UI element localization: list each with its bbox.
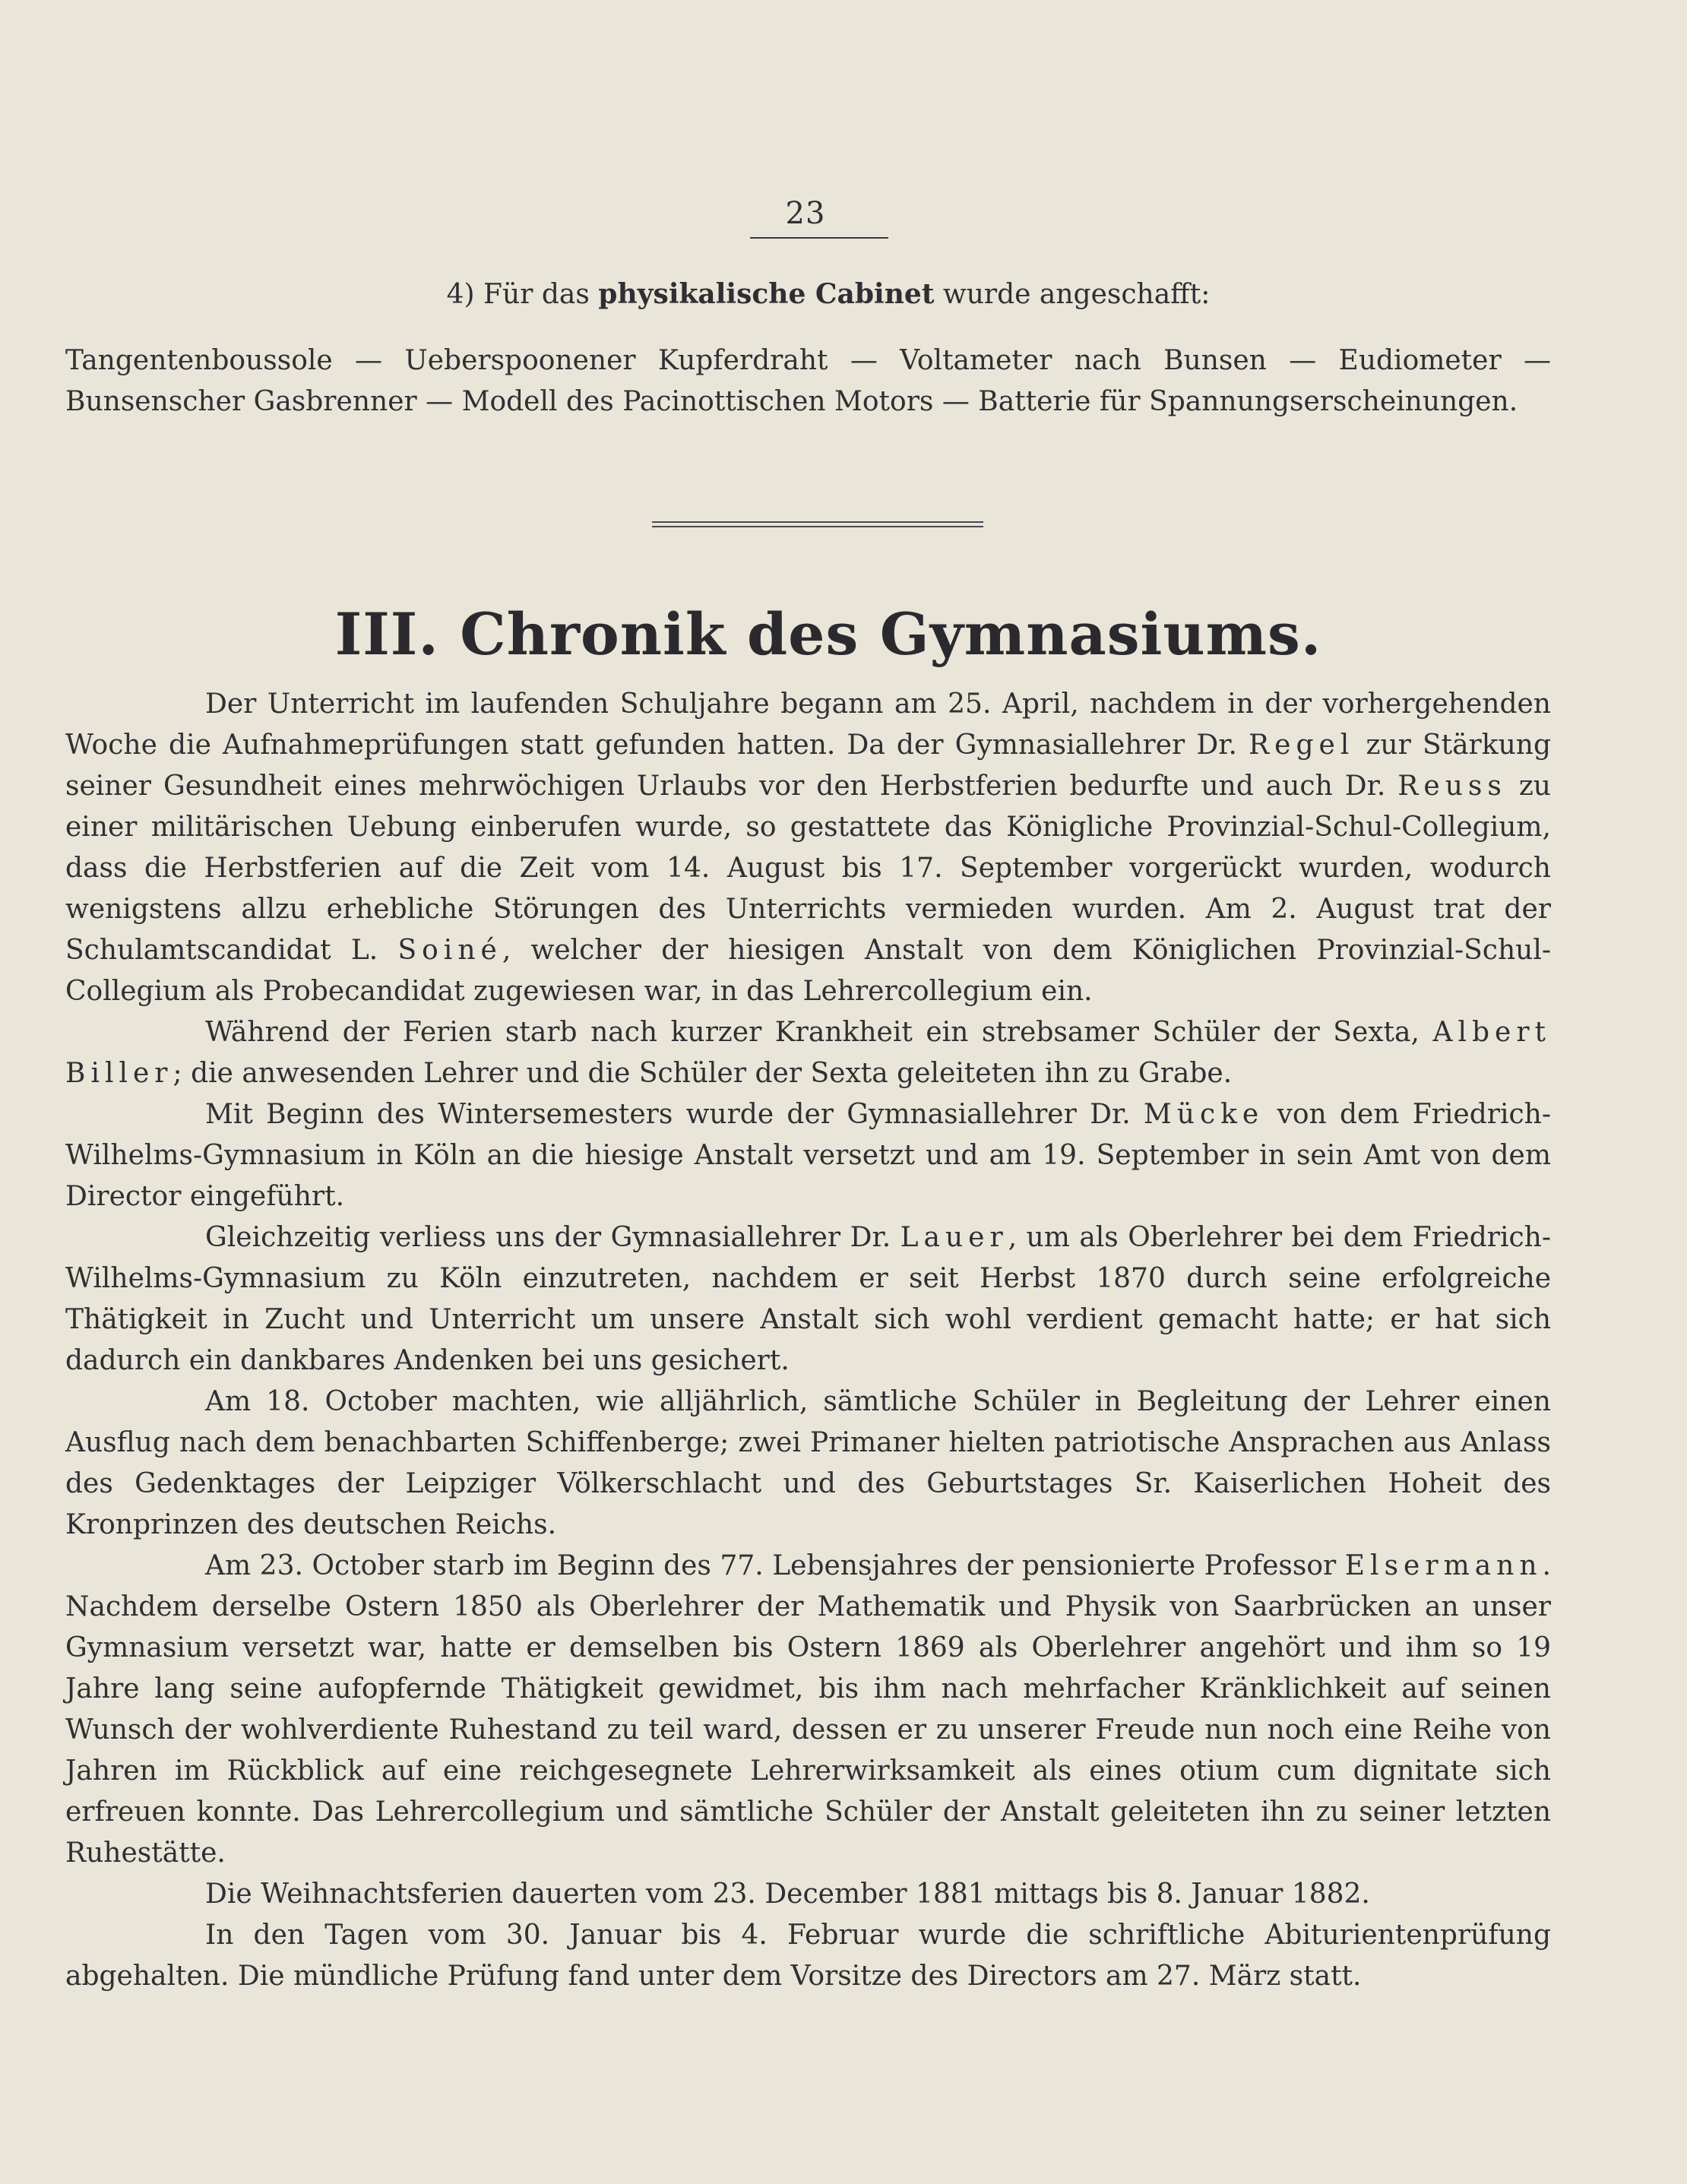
item-4-suffix: wurde angeschafft: [934, 279, 1211, 310]
item-4-heading [0, 278, 1657, 310]
paragraph-3-text-b: von dem Friedrich-Wilhelms-Gymnasium in Köln an die hiesige Anstalt versetzt und am 19. September in sein Amt von dem Director eingeführt. [65, 1099, 1551, 1212]
item-4-prefix: 4) Für das [446, 279, 599, 310]
paragraph-1-text-a: Der Unterricht im laufenden Schuljahre begann am 25. April, nachdem in der vorhergehenden Woche die Aufnahmeprüfungen statt gefunden hatten. Da der Gymnasiallehrer Dr. [65, 688, 1551, 761]
name-reuss: Reuss [1397, 771, 1507, 802]
paragraph-4-text-b: , um als Oberlehrer bei dem Friedrich-Wilhelms-Gymnasium zu Köln einzutreten, nachdem er seit Herbst 1870 durch seine erfolgreiche Thätigkeit in Zucht und Unterricht um unsere Anstalt sich wohl verdient gemacht hatte; er hat sich dadurch ein dankbares Andenken bei uns gesichert. [65, 1222, 1551, 1376]
paragraph-3 [65, 1094, 1551, 1217]
paragraph-7: Die Weihnachtsferien dauerten vom 23. December 1881 mittags bis 8. Januar 1882. [205, 1879, 1370, 1910]
section-divider [652, 521, 983, 527]
paragraph-4 [65, 1217, 1551, 1382]
chronicle-body [65, 684, 1551, 1997]
paragraph-8: In den Tagen vom 30. Januar bis 4. Februar wurde die schriftliche Abiturientenprüfung abgehalten. Die mündliche Prüfung fand unter dem Vorsitze des Directors am 27. März statt. [65, 1920, 1551, 1992]
section-title: III. Chronik des Gymnasiums. [334, 600, 1322, 668]
page-number: 23 [785, 196, 826, 231]
name-regel: Regel [1249, 730, 1355, 761]
paragraph-6-text-b: . Nachdem derselbe Ostern 1850 als Oberlehrer der Mathematik und Physik von Saarbrücken an unser Gymnasium versetzt war, hatte er demselben bis Ostern 1869 als Oberlehrer angehört und ihm so 19 Jahre lang seine aufopfernde Thätigkeit gewidmet, bis ihm nach mehrfacher Kränklichkeit auf seinen Wunsch der wohlverdiente Ruhestand zu teil ward, dessen er zu unserer Freude nun noch eine Reihe von Jahren im Rückblick auf eine reichgesegnete Lehrerwirksamkeit als eines otium cum dignitate sich erfreuen konnte. Das Lehrercollegium und sämtliche Schüler der Anstalt geleiteten ihn zu seiner letzten Ruhestätte. [65, 1550, 1551, 1869]
paragraph-2-text-a: Während der Ferien starb nach kurzer Krankheit ein strebsamer Schüler der Sexta, [205, 1017, 1433, 1048]
paragraph-4-text-a: Gleichzeitig verliess uns der Gymnasiallehrer Dr. [205, 1222, 900, 1253]
page-number-rule [750, 237, 888, 239]
paragraph-5: Am 18. October machten, wie alljährlich, sämtliche Schüler in Begleitung der Lehrer einen Ausflug nach dem benachbarten Schiffenberge; zwei Primaner hielten patriotische Ansprachen aus Anlass des Gedenktages der Leipziger Völkerschlacht und des Geburtstages Sr. Kaiserlichen Hoheit des Kronprinzen des deutschen Reichs. [65, 1386, 1551, 1540]
item-4-bold-text: physikalische Cabinet [598, 278, 935, 310]
item-4-text: Tangentenboussole — Ueberspoonener Kupferdraht — Voltameter nach Bunsen — Eudiometer — Bunsenscher Gasbrenner — Modell des Pacinottischen Motors — Batterie für Spannungserscheinungen. [65, 345, 1551, 417]
paragraph-1-text-d: , welcher der hiesigen Anstalt von dem Königlichen Provinzial-Schul-Collegium als Probecandidat zugewiesen war, in das Lehrercollegium ein. [65, 935, 1551, 1007]
paragraph-3-text-a: Mit Beginn des Wintersemesters wurde der Gymnasiallehrer Dr. [205, 1099, 1144, 1130]
name-lauer: Lauer [900, 1222, 1008, 1253]
paragraph-6 [65, 1546, 1551, 1874]
name-muecke: Mücke [1143, 1099, 1264, 1130]
name-albert-biller: Albert Biller [65, 1017, 1551, 1089]
paragraph-1-text-c: zu einer militärischen Uebung einberufen wurde, so gestattete das Königliche Provinzial-Schul-Collegium, dass die Herbstferien auf die Zeit vom 14. August bis 17. September vorgerückt wurden, wodurch wenigstens allzu erhebliche Störungen des Unterrichts vermieden wurden. Am 2. August trat der Schulamtscandidat L. [65, 771, 1551, 966]
paragraph-6-text-a: Am 23. October starb im Beginn des 77. Lebensjahres der pensionierte Professor [205, 1550, 1345, 1581]
paragraph-2-text-b: ; die anwesenden Lehrer und die Schüler der Sexta geleiteten ihn zu Grabe. [172, 1058, 1233, 1089]
name-soine: Soiné [397, 935, 502, 966]
paragraph-2 [65, 1012, 1551, 1094]
name-elsermann: Elsermann [1344, 1550, 1543, 1581]
paragraph-1-text-b: zur Stärkung seiner Gesundheit eines mehrwöchigen Urlaubs vor den Herbstferien bedurfte und auch Dr. [65, 730, 1551, 802]
paragraph-1 [65, 684, 1551, 1012]
